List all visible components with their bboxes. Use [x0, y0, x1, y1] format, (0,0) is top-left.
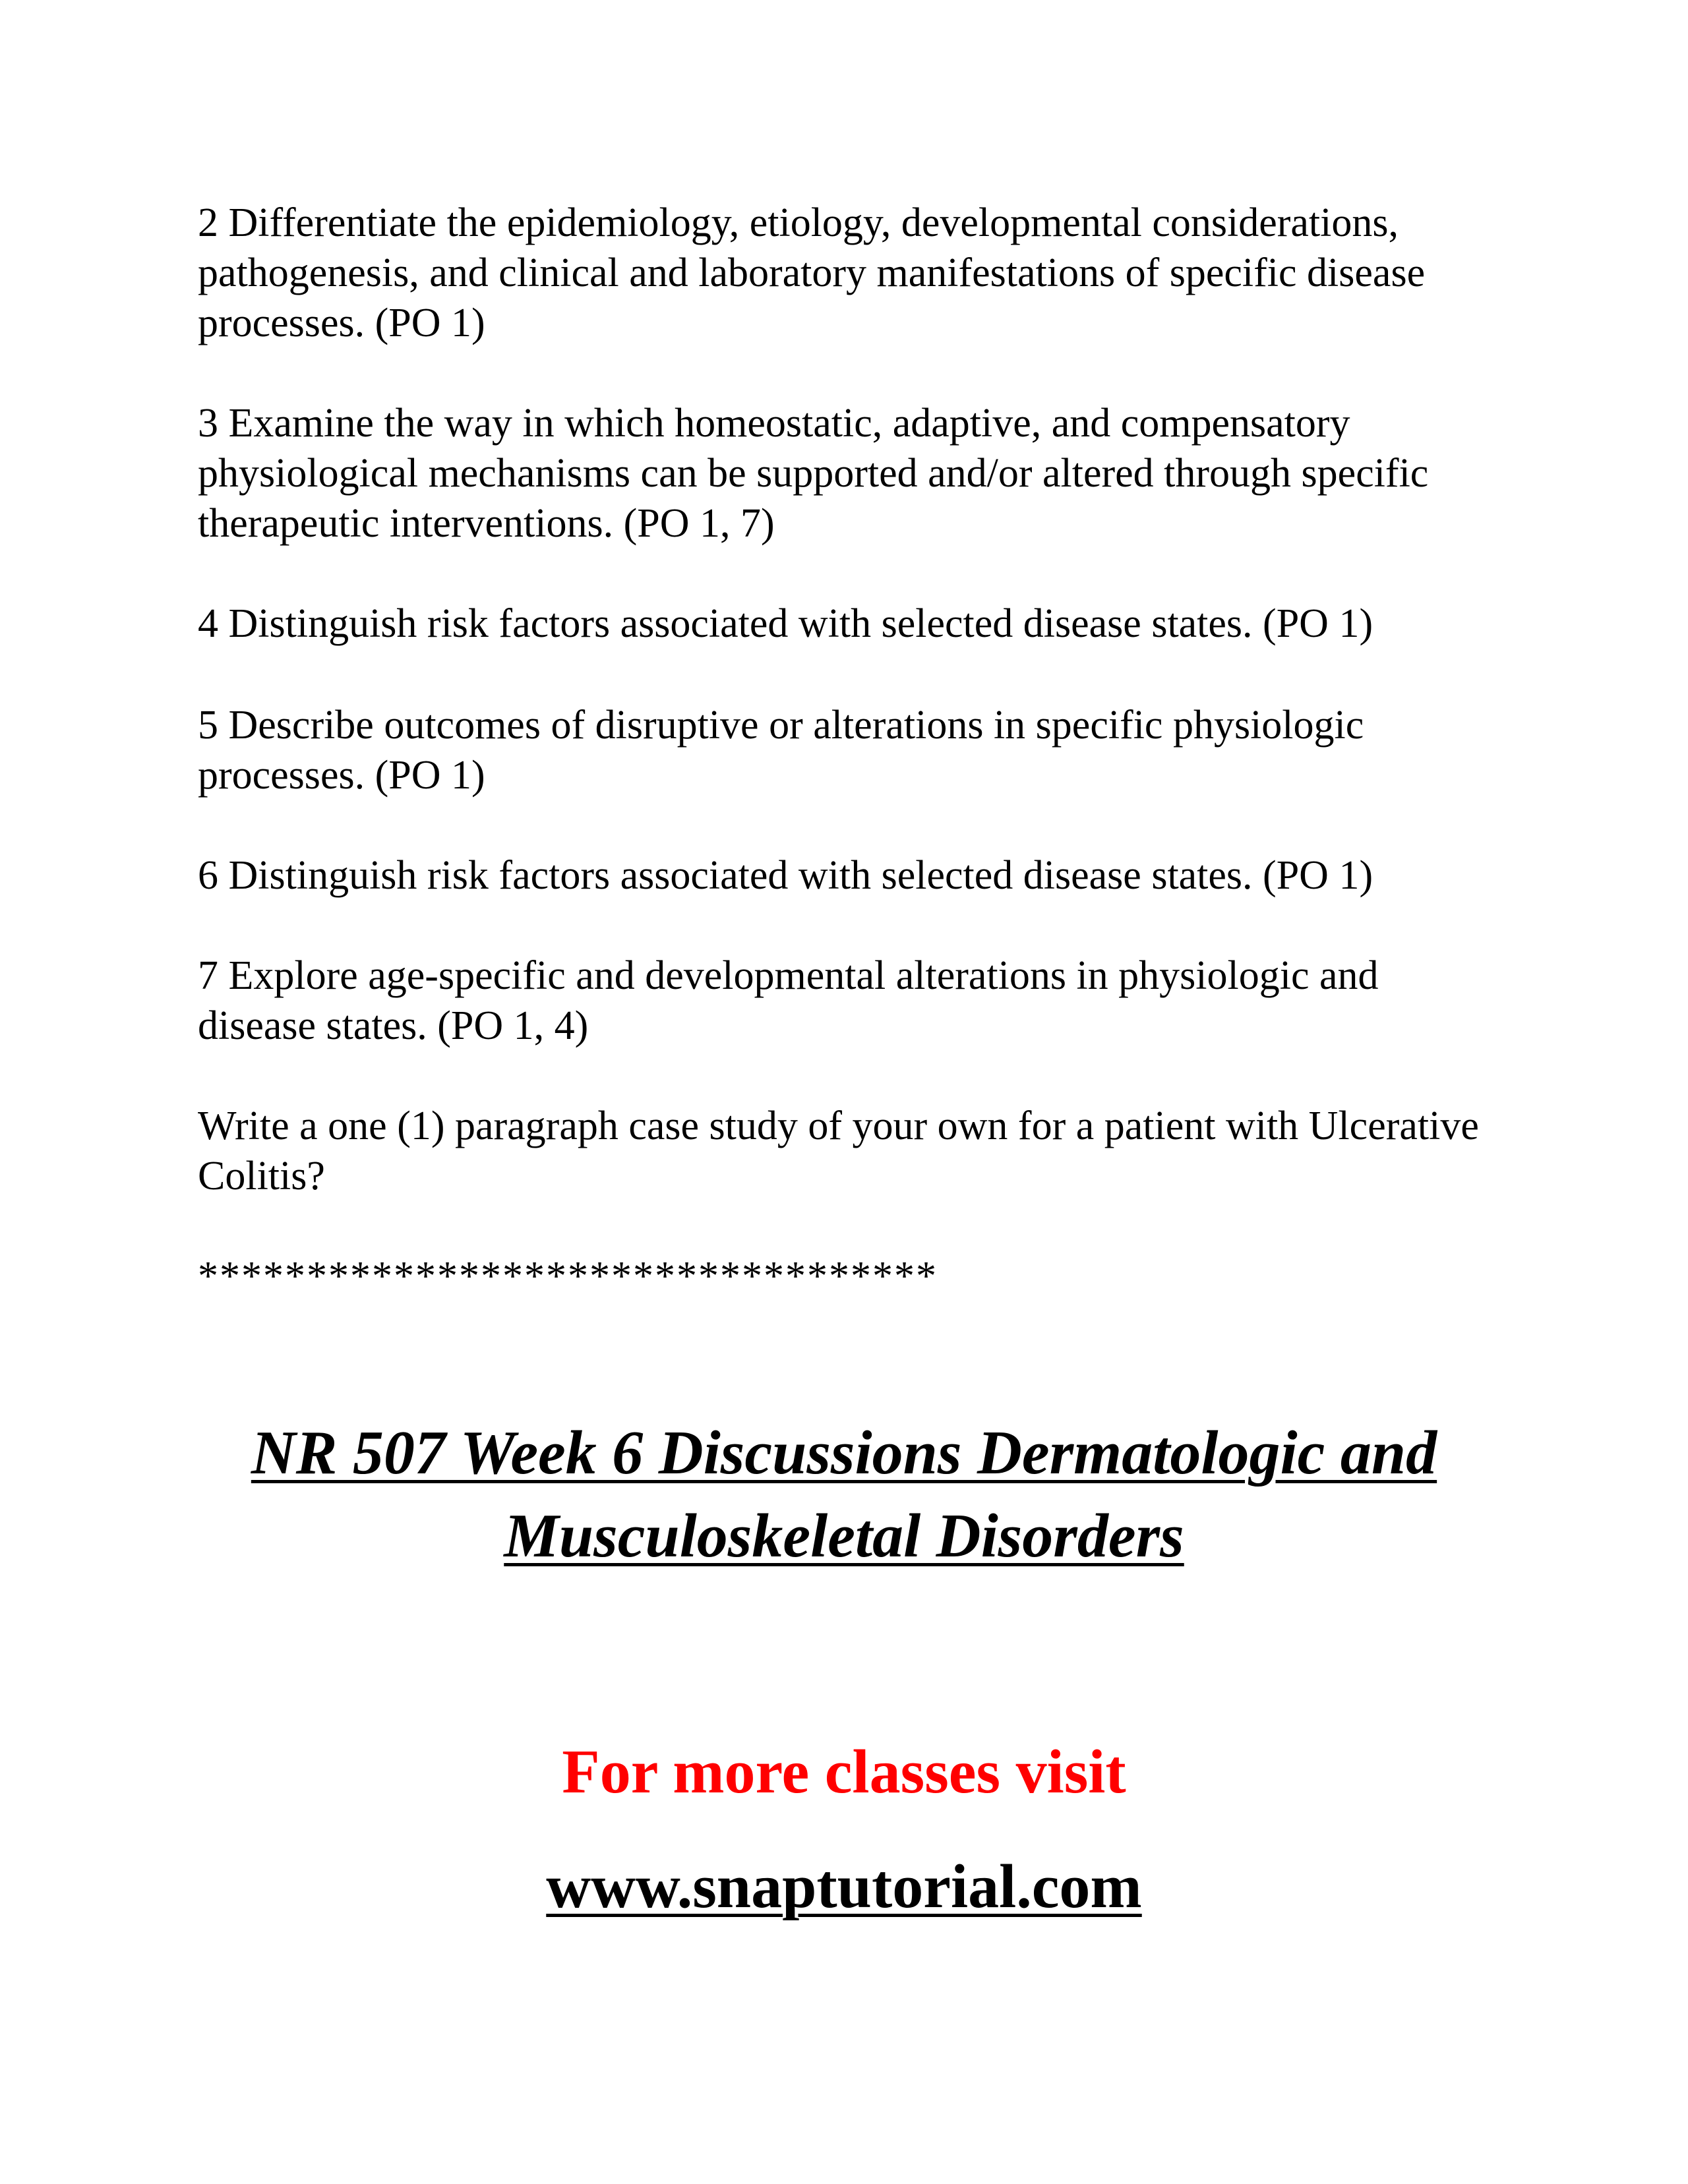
website-link[interactable]	[0, 1846, 1688, 1928]
discussion-title-line-1	[0, 1412, 1688, 1494]
promo-text: For more classes visit	[562, 1738, 1126, 1806]
case-study-question: Write a one (1) paragraph case study of your own for a patient with Ulcerative Colitis?	[198, 1104, 1479, 1198]
discussion-title-line-1-text: NR 507 Week 6 Discussions Dermatologic and	[251, 1419, 1437, 1487]
objective-3: 3 Examine the way in which homeostatic, adaptive, and compensatory physiological mechanisms can be supported and/or altered through specific therapeutic interventions. (PO 1, 7)	[198, 401, 1429, 546]
objective-5: 5 Describe outcomes of disruptive or alterations in specific physiologic processes. (PO 1)	[198, 703, 1364, 798]
asterisk-separator: **********************************	[198, 1254, 938, 1299]
objective-6: 6 Distinguish risk factors associated with selected disease states. (PO 1)	[198, 853, 1373, 898]
objective-4: 4 Distinguish risk factors associated with selected disease states. (PO 1)	[198, 601, 1373, 646]
discussion-title-line-2-text: Musculoskeletal Disorders	[504, 1502, 1184, 1570]
discussion-title-line-2	[0, 1495, 1688, 1577]
website-link-text[interactable]: www.snaptutorial.com	[546, 1852, 1142, 1921]
objective-7: 7 Explore age-specific and developmental alterations in physiologic and disease states. (PO 1, 4)	[198, 953, 1379, 1048]
objective-2: 2 Differentiate the epidemiology, etiology, developmental considerations, pathogenesis, and clinical and laboratory manifestations of specific disease processes. (PO 1)	[198, 200, 1426, 345]
